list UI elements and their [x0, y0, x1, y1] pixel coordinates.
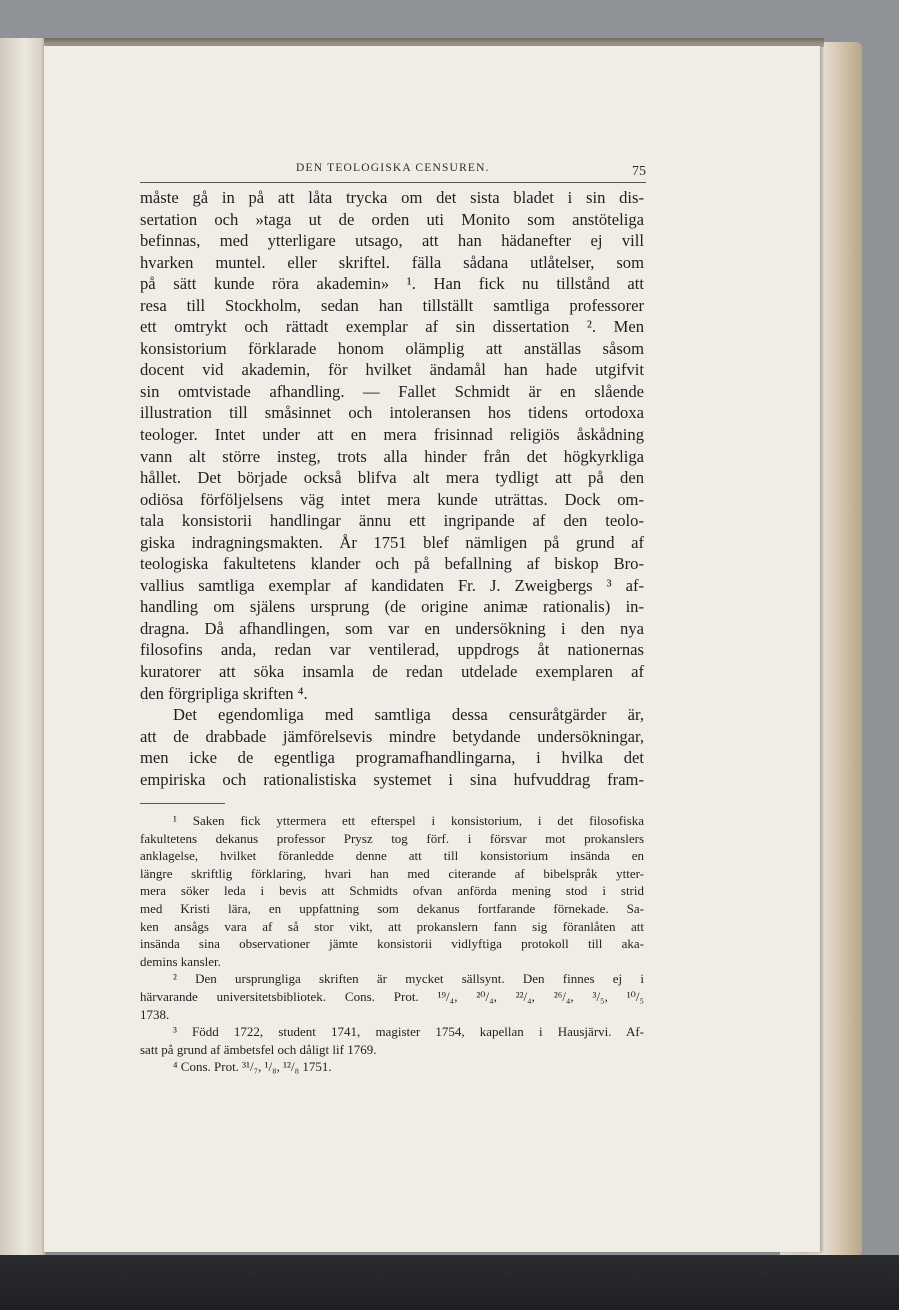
body-line: illustration till småsinnet och intoleransen hos tidens ortodoxa	[140, 403, 644, 423]
body-line: befinnas, med ytterligare utsago, att han hädanefter ej vill	[140, 231, 644, 251]
footnote-line: ² Den ursprungliga skriften är mycket sällsynt. Den finnes ej i	[173, 971, 644, 987]
body-line: hvarken muntel. eller skriftel. fälla sådana utlåtelser, som	[140, 252, 644, 272]
body-line: att de drabbade jämförelsevis mindre betydande undersökningar,	[140, 726, 644, 746]
footnote-line: 1738.	[140, 1006, 170, 1022]
body-line: vann alt större insteg, trots alla hinder från det högkyrkliga	[140, 446, 644, 466]
body-line: konsistorium förklarade honom olämplig att anställas såsom	[140, 338, 644, 358]
body-line: hållet. Det började också blifva alt mera tydligt att på den	[140, 468, 644, 488]
footnote-line: ³ Född 1722, student 1741, magister 1754, kapellan i Hausjärvi. Af-	[173, 1024, 644, 1040]
body-line: sin omtvistade afhandling. — Fallet Schmidt är en slående	[140, 381, 644, 401]
footnote-line: fakultetens dekanus professor Prysz tog förf. i försvar mot prokanslers	[140, 830, 644, 846]
footnote-line: härvarande universitetsbibliotek. Cons. Prot. ¹⁹/₄, ²⁰/₄, ²²/₄, ²⁶/₄, ³/₅, ¹⁰/₅	[140, 988, 644, 1004]
body-line: Det egendomliga med samtliga dessa censuråtgärder är,	[173, 705, 644, 725]
body-line: odiösa förföljelsens väg intet mera kunde uträttas. Dock om-	[140, 489, 644, 509]
footnote-line: längre skriftlig förklaring, hvari han med citerande af bibelspråk ytter-	[140, 865, 644, 881]
body-line: giska indragningsmakten. År 1751 blef nämligen på grund af	[140, 532, 644, 552]
body-line: resa till Stockholm, sedan han tillställt samtliga professorer	[140, 295, 644, 315]
footnote-line: anklagelse, hvilket föranledde denne att till konsistorium insända en	[140, 848, 644, 864]
footnote-line: ¹ Saken fick yttermera ett efterspel i konsistorium, i det filosofiska	[173, 813, 644, 828]
body-line: ett omtrykt och rättadt exemplar af sin dissertation ². Men	[140, 317, 644, 337]
body-line: handling om själens ursprung (de origine animæ rationalis) in-	[140, 597, 644, 617]
footnote-line: ⁴ Cons. Prot. ³¹/₇, ¹/₈, ¹²/₈ 1751.	[173, 1059, 332, 1075]
body-line: filosofins anda, redan var ventilerad, uppdrogs åt nationernas	[140, 640, 644, 660]
body-text	[140, 187, 644, 790]
footnote-line: insända sina observationer jämte konsistorii vidlyftiga protokoll till aka-	[140, 936, 644, 952]
running-head	[140, 158, 646, 183]
body-line: måste gå in på att låta trycka om det sista bladet i sin dis-	[140, 188, 644, 207]
body-line: vallius samtliga exemplar af kandidaten Fr. J. Zweigbergs ³ af-	[140, 575, 644, 595]
body-line: teologiska fakultetens klander och på befallning af biskop Bro-	[140, 554, 644, 574]
footnote-line: ken ansågs vara af så stor vikt, att prokanslern fann sig föranlåten att	[140, 918, 644, 934]
footnote-line: med Kristi lära, en uppfattning som dekanus fortfarande förnekade. Sa-	[140, 900, 644, 916]
body-line: teologer. Intet under att en mera frisinnad religiös åskådning	[140, 425, 644, 445]
body-line: docent vid akademin, för hvilket ändamål han hade utgifvit	[140, 360, 644, 380]
left-page-spine	[0, 38, 47, 1258]
body-line: dragna. Då afhandlingen, som var en undersökning i den nya	[140, 618, 644, 638]
body-line: på sätt kunde röra akademin» ¹. Han fick nu tillstånd att	[140, 274, 644, 294]
footnote-rule	[140, 803, 225, 804]
dark-background	[0, 1255, 899, 1310]
body-line: kuratorer att söka insamla de redan utdelade exemplaren af	[140, 662, 644, 682]
body-line: men icke de egentliga programafhandlingarna, i hvilka det	[140, 748, 644, 768]
running-title: DEN TEOLOGISKA CENSUREN.	[296, 162, 490, 174]
body-line: den förgripliga skriften ⁴.	[140, 683, 308, 703]
footnote-line: mera söker leda i bevis att Schmidts ofvan anförda mening stod i strid	[140, 883, 644, 899]
body-line: sertation och »taga ut de orden uti Monito som anstöteliga	[140, 209, 644, 229]
footnotes	[140, 812, 644, 1076]
footnote-line: satt på grund af ämbetsfel och dåligt lif 1769.	[140, 1041, 377, 1057]
body-line: empiriska och rationalistiska systemet i sina hufvuddrag fram-	[140, 769, 644, 789]
page-number: 75	[632, 164, 646, 179]
footnote-line: demins kansler.	[140, 953, 221, 969]
body-line: tala konsistorii handlingar ännu ett ingripande af den teolo-	[140, 511, 644, 531]
